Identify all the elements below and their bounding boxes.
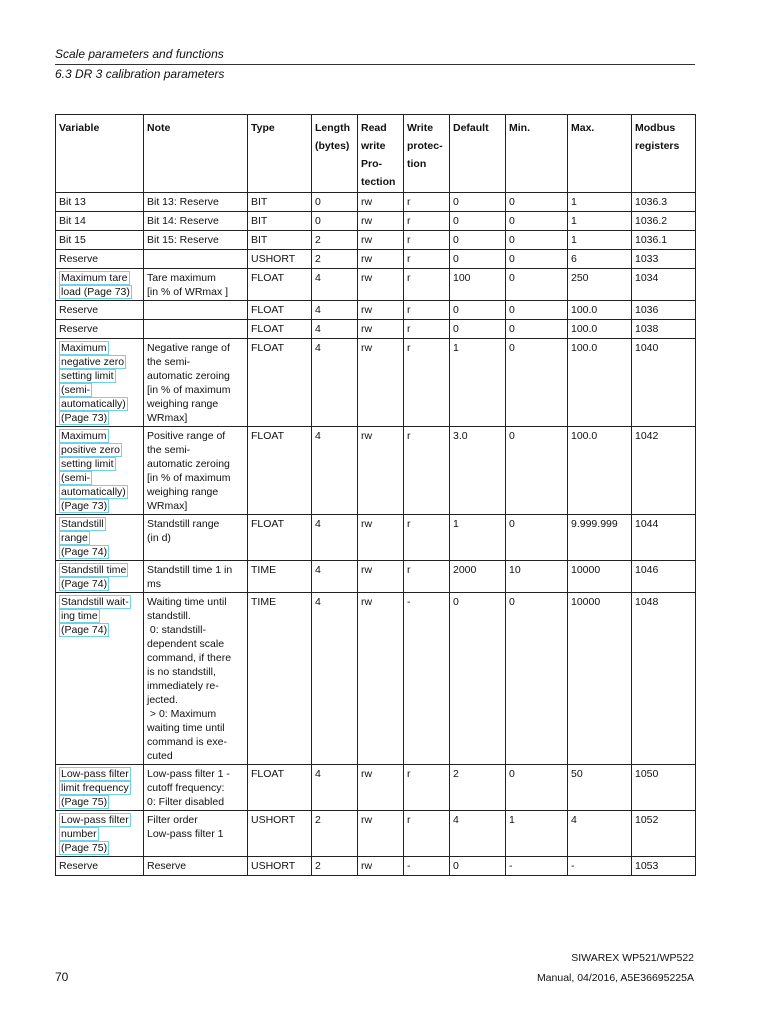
cell-variable <box>56 231 144 250</box>
variable-line: Maximum <box>61 430 107 442</box>
column-header-write-protection: Write protec- tion <box>404 115 450 193</box>
variable-line: Low-pass filter <box>61 814 129 826</box>
cell-type: USHORT <box>248 811 312 857</box>
variable-text <box>59 860 98 872</box>
variable-line: setting limit <box>61 458 114 470</box>
cell-length: 4 <box>312 269 358 301</box>
cell-modbus: 1052 <box>632 811 696 857</box>
table-body <box>56 193 696 876</box>
page-cross-reference-link[interactable] <box>59 429 128 513</box>
note-line: Standstill time 1 in <box>147 564 233 576</box>
note-line: [in % of maximum <box>147 472 231 484</box>
cell-max: 9.999.999 <box>568 515 632 561</box>
table-header-row <box>56 115 696 193</box>
chapter-title: Scale parameters and functions <box>55 47 224 61</box>
column-header-max: Max. <box>568 115 632 193</box>
cell-length: 0 <box>312 212 358 231</box>
cell-variable <box>56 339 144 427</box>
cell-modbus: 1044 <box>632 515 696 561</box>
cell-type: BIT <box>248 231 312 250</box>
cell-note <box>144 231 248 250</box>
cell-min: 0 <box>506 515 568 561</box>
variable-line: Reserve <box>59 860 99 872</box>
cell-rw: rw <box>358 593 404 765</box>
variable-line: setting limit <box>61 370 114 382</box>
cell-modbus: 1036 <box>632 301 696 320</box>
cell-min: 0 <box>506 301 568 320</box>
note-line: command, if there <box>147 652 232 664</box>
cell-wp: r <box>404 269 450 301</box>
cell-rw: rw <box>358 339 404 427</box>
table-row <box>56 301 696 320</box>
variable-line: Standstill <box>61 518 104 530</box>
header-divider <box>55 64 695 65</box>
column-header-variable: Variable <box>56 115 144 193</box>
cell-max: 50 <box>568 765 632 811</box>
cell-length: 2 <box>312 857 358 876</box>
cell-default: 0 <box>450 231 506 250</box>
variable-line: Bit 13 <box>59 196 86 208</box>
table-row <box>56 593 696 765</box>
variable-line: (Page 75) <box>61 796 108 808</box>
column-header-note: Note <box>144 115 248 193</box>
note-line: immediately re- <box>147 680 219 692</box>
variable-line: Reserve <box>59 304 99 316</box>
cell-wp: r <box>404 193 450 212</box>
cell-max: 1 <box>568 231 632 250</box>
cell-variable <box>56 427 144 515</box>
cell-variable <box>56 301 144 320</box>
table-row <box>56 561 696 593</box>
variable-line: Bit 14 <box>59 215 86 227</box>
note-line: 0: Filter disabled <box>147 796 225 808</box>
footer-manual: Manual, 04/2016, A5E36695225A <box>536 972 694 984</box>
cell-note <box>144 212 248 231</box>
note-line: is no standstill, <box>147 666 216 678</box>
variable-line: (Page 74) <box>61 578 108 590</box>
cell-default: 0 <box>450 301 506 320</box>
cell-note <box>144 320 248 339</box>
table-row <box>56 857 696 876</box>
cell-length: 4 <box>312 339 358 427</box>
cell-max: 10000 <box>568 593 632 765</box>
cell-note <box>144 515 248 561</box>
cell-length: 4 <box>312 320 358 339</box>
cell-default: 1 <box>450 515 506 561</box>
cell-type: TIME <box>248 593 312 765</box>
note-line: Bit 14: Reserve <box>147 215 219 227</box>
cell-note <box>144 427 248 515</box>
cell-type: FLOAT <box>248 427 312 515</box>
cell-length: 4 <box>312 427 358 515</box>
cell-length: 4 <box>312 515 358 561</box>
variable-line: (Page 73) <box>61 412 108 424</box>
cell-type: FLOAT <box>248 515 312 561</box>
cell-modbus: 1053 <box>632 857 696 876</box>
page-cross-reference-link[interactable] <box>59 271 132 299</box>
calibration-parameters-table <box>55 114 696 876</box>
note-line: ms <box>147 578 161 590</box>
variable-line: Maximum tare <box>61 272 128 284</box>
cell-default: 1 <box>450 339 506 427</box>
cell-length: 4 <box>312 593 358 765</box>
variable-line: negative zero <box>61 356 125 368</box>
cell-variable <box>56 193 144 212</box>
variable-text <box>59 215 86 227</box>
variable-line: range <box>61 532 88 544</box>
cell-max: 100.0 <box>568 339 632 427</box>
cell-length: 2 <box>312 231 358 250</box>
variable-line: Maximum <box>61 342 107 354</box>
variable-line: Reserve <box>59 253 99 265</box>
cell-variable <box>56 212 144 231</box>
note-line: Low-pass filter 1 - <box>147 768 230 780</box>
cell-default: 0 <box>450 857 506 876</box>
variable-text <box>59 253 98 265</box>
variable-text <box>59 323 98 335</box>
variable-line: (semi- <box>61 384 91 396</box>
cell-note <box>144 857 248 876</box>
cell-default: 2 <box>450 765 506 811</box>
note-line: Filter order <box>147 814 198 826</box>
cell-max: 100.0 <box>568 320 632 339</box>
note-line: automatic zeroing <box>147 458 230 470</box>
table-row <box>56 515 696 561</box>
table-row <box>56 811 696 857</box>
cell-modbus: 1036.1 <box>632 231 696 250</box>
variable-text <box>59 304 98 316</box>
cell-rw: rw <box>358 561 404 593</box>
cell-wp: r <box>404 301 450 320</box>
cell-min: 0 <box>506 193 568 212</box>
table-row <box>56 339 696 427</box>
cell-wp: r <box>404 320 450 339</box>
cell-rw: rw <box>358 427 404 515</box>
cell-type: BIT <box>248 193 312 212</box>
cell-length: 4 <box>312 301 358 320</box>
table-row <box>56 231 696 250</box>
note-line: WRmax] <box>147 412 188 424</box>
cell-max: 4 <box>568 811 632 857</box>
page-cross-reference-link[interactable] <box>59 563 128 591</box>
cell-wp: r <box>404 765 450 811</box>
page-cross-reference-link[interactable] <box>59 767 131 809</box>
note-line: (in d) <box>147 532 171 544</box>
note-line: [in % of WRmax ] <box>147 286 229 298</box>
variable-text <box>59 234 86 246</box>
cell-wp: - <box>404 593 450 765</box>
cell-rw: rw <box>358 250 404 269</box>
cell-modbus: 1046 <box>632 561 696 593</box>
variable-line: Standstill wait- <box>61 596 129 608</box>
variable-line: number <box>61 828 97 840</box>
cell-max: 6 <box>568 250 632 269</box>
cell-length: 2 <box>312 250 358 269</box>
note-line: weighing range <box>147 398 219 410</box>
cell-min: 0 <box>506 231 568 250</box>
cell-modbus: 1033 <box>632 250 696 269</box>
note-line: [in % of maximum <box>147 384 231 396</box>
cell-min: 0 <box>506 427 568 515</box>
cell-modbus: 1036.3 <box>632 193 696 212</box>
cell-type: USHORT <box>248 250 312 269</box>
cell-max: 10000 <box>568 561 632 593</box>
note-line: Standstill range <box>147 518 220 530</box>
cell-wp: r <box>404 231 450 250</box>
cell-rw: rw <box>358 193 404 212</box>
cell-type: FLOAT <box>248 301 312 320</box>
cell-type: FLOAT <box>248 269 312 301</box>
cell-modbus: 1036.2 <box>632 212 696 231</box>
cell-rw: rw <box>358 231 404 250</box>
note-line: the semi- <box>147 356 191 368</box>
cell-min: 0 <box>506 212 568 231</box>
cell-wp: r <box>404 561 450 593</box>
variable-line: Low-pass filter <box>61 768 129 780</box>
cell-type: TIME <box>248 561 312 593</box>
cell-rw: rw <box>358 269 404 301</box>
cell-modbus: 1050 <box>632 765 696 811</box>
cell-variable <box>56 561 144 593</box>
variable-line: automatically) <box>61 398 126 410</box>
variable-line: Reserve <box>59 323 99 335</box>
table-row <box>56 212 696 231</box>
cell-note <box>144 811 248 857</box>
variable-line: (semi- <box>61 472 91 484</box>
cell-variable <box>56 269 144 301</box>
cell-length: 0 <box>312 193 358 212</box>
page-cross-reference-link[interactable] <box>59 595 131 637</box>
cell-max: - <box>568 857 632 876</box>
note-line: dependent scale <box>147 638 225 650</box>
variable-line: (Page 74) <box>61 546 108 558</box>
cell-min: 0 <box>506 339 568 427</box>
note-line: Waiting time until <box>147 596 227 608</box>
cell-note <box>144 561 248 593</box>
note-line: Low-pass filter 1 <box>147 828 224 840</box>
cell-default: 4 <box>450 811 506 857</box>
footer-product: SIWAREX WP521/WP522 <box>571 952 694 964</box>
cell-max: 1 <box>568 212 632 231</box>
variable-line: limit frequency <box>61 782 129 794</box>
note-line: Reserve <box>147 860 187 872</box>
column-header-type: Type <box>248 115 312 193</box>
cell-type: FLOAT <box>248 339 312 427</box>
column-header-read-write: Read write Pro- tection <box>358 115 404 193</box>
note-line: 0: standstill- <box>147 624 206 636</box>
cell-wp: r <box>404 212 450 231</box>
section-title: 6.3 DR 3 calibration parameters <box>55 67 225 81</box>
cell-min: 0 <box>506 250 568 269</box>
cell-note <box>144 193 248 212</box>
column-header-default: Default <box>450 115 506 193</box>
table-row <box>56 269 696 301</box>
note-line: waiting time until <box>147 722 225 734</box>
cell-default: 2000 <box>450 561 506 593</box>
cell-min: 1 <box>506 811 568 857</box>
cell-note <box>144 301 248 320</box>
cell-rw: rw <box>358 515 404 561</box>
cell-max: 100.0 <box>568 427 632 515</box>
cell-default: 0 <box>450 320 506 339</box>
cell-variable <box>56 250 144 269</box>
cell-rw: rw <box>358 212 404 231</box>
note-line: Tare maximum <box>147 272 216 284</box>
cell-note <box>144 269 248 301</box>
cell-rw: rw <box>358 320 404 339</box>
cell-variable <box>56 320 144 339</box>
note-line: WRmax] <box>147 500 188 512</box>
cell-wp: - <box>404 857 450 876</box>
cell-modbus: 1040 <box>632 339 696 427</box>
cell-max: 250 <box>568 269 632 301</box>
page-cross-reference-link[interactable] <box>59 813 131 855</box>
note-line: Bit 13: Reserve <box>147 196 219 208</box>
table-row <box>56 193 696 212</box>
variable-line: (Page 73) <box>61 500 108 512</box>
cell-rw: rw <box>358 811 404 857</box>
variable-line: load (Page 73) <box>61 286 130 298</box>
column-header-min: Min. <box>506 115 568 193</box>
cell-type: FLOAT <box>248 320 312 339</box>
variable-line: positive zero <box>61 444 120 456</box>
note-line: Bit 15: Reserve <box>147 234 219 246</box>
cell-default: 0 <box>450 250 506 269</box>
cell-length: 4 <box>312 765 358 811</box>
variable-line: (Page 75) <box>61 842 108 854</box>
cell-type: FLOAT <box>248 765 312 811</box>
page-cross-reference-link[interactable] <box>59 517 109 559</box>
cell-type: USHORT <box>248 857 312 876</box>
table-row <box>56 320 696 339</box>
cell-default: 0 <box>450 593 506 765</box>
cell-modbus: 1042 <box>632 427 696 515</box>
cell-modbus: 1048 <box>632 593 696 765</box>
cell-variable <box>56 765 144 811</box>
cell-max: 1 <box>568 193 632 212</box>
variable-line: Bit 15 <box>59 234 86 246</box>
note-line: weighing range <box>147 486 219 498</box>
variable-text <box>59 196 86 208</box>
cell-modbus: 1034 <box>632 269 696 301</box>
note-line: cutoff frequency: <box>147 782 225 794</box>
cell-rw: rw <box>358 857 404 876</box>
cell-note <box>144 250 248 269</box>
note-line: automatic zeroing <box>147 370 230 382</box>
variable-line: automatically) <box>61 486 126 498</box>
table-row <box>56 250 696 269</box>
cell-wp: r <box>404 250 450 269</box>
cell-wp: r <box>404 515 450 561</box>
note-line: standstill. <box>147 610 191 622</box>
cell-rw: rw <box>358 765 404 811</box>
note-line: command is exe- <box>147 736 227 748</box>
note-line: Positive range of <box>147 430 226 442</box>
cell-modbus: 1038 <box>632 320 696 339</box>
table-row <box>56 765 696 811</box>
table-row <box>56 427 696 515</box>
page-number: 70 <box>55 970 69 984</box>
cell-min: 0 <box>506 320 568 339</box>
cell-variable <box>56 811 144 857</box>
cell-min: 0 <box>506 593 568 765</box>
cell-min: 0 <box>506 765 568 811</box>
page-cross-reference-link[interactable] <box>59 341 128 425</box>
cell-default: 100 <box>450 269 506 301</box>
cell-rw: rw <box>358 301 404 320</box>
cell-length: 4 <box>312 561 358 593</box>
cell-default: 3.0 <box>450 427 506 515</box>
cell-length: 2 <box>312 811 358 857</box>
column-header-modbus: Modbus registers <box>632 115 696 193</box>
cell-default: 0 <box>450 193 506 212</box>
cell-max: 100.0 <box>568 301 632 320</box>
cell-note <box>144 593 248 765</box>
note-line: the semi- <box>147 444 191 456</box>
column-header-length: Length (bytes) <box>312 115 358 193</box>
variable-line: (Page 74) <box>61 624 108 636</box>
cell-note <box>144 765 248 811</box>
cell-wp: r <box>404 427 450 515</box>
note-line: > 0: Maximum <box>147 708 217 720</box>
cell-note <box>144 339 248 427</box>
cell-min: 10 <box>506 561 568 593</box>
cell-min: - <box>506 857 568 876</box>
note-line: cuted <box>147 750 173 762</box>
cell-wp: r <box>404 339 450 427</box>
note-line: jected. <box>147 694 178 706</box>
variable-line: Standstill time <box>61 564 127 576</box>
note-line: Negative range of <box>147 342 230 354</box>
variable-line: ing time <box>61 610 98 622</box>
cell-default: 0 <box>450 212 506 231</box>
cell-type: BIT <box>248 212 312 231</box>
cell-variable <box>56 857 144 876</box>
cell-wp: r <box>404 811 450 857</box>
cell-variable <box>56 515 144 561</box>
cell-min: 0 <box>506 269 568 301</box>
cell-variable <box>56 593 144 765</box>
